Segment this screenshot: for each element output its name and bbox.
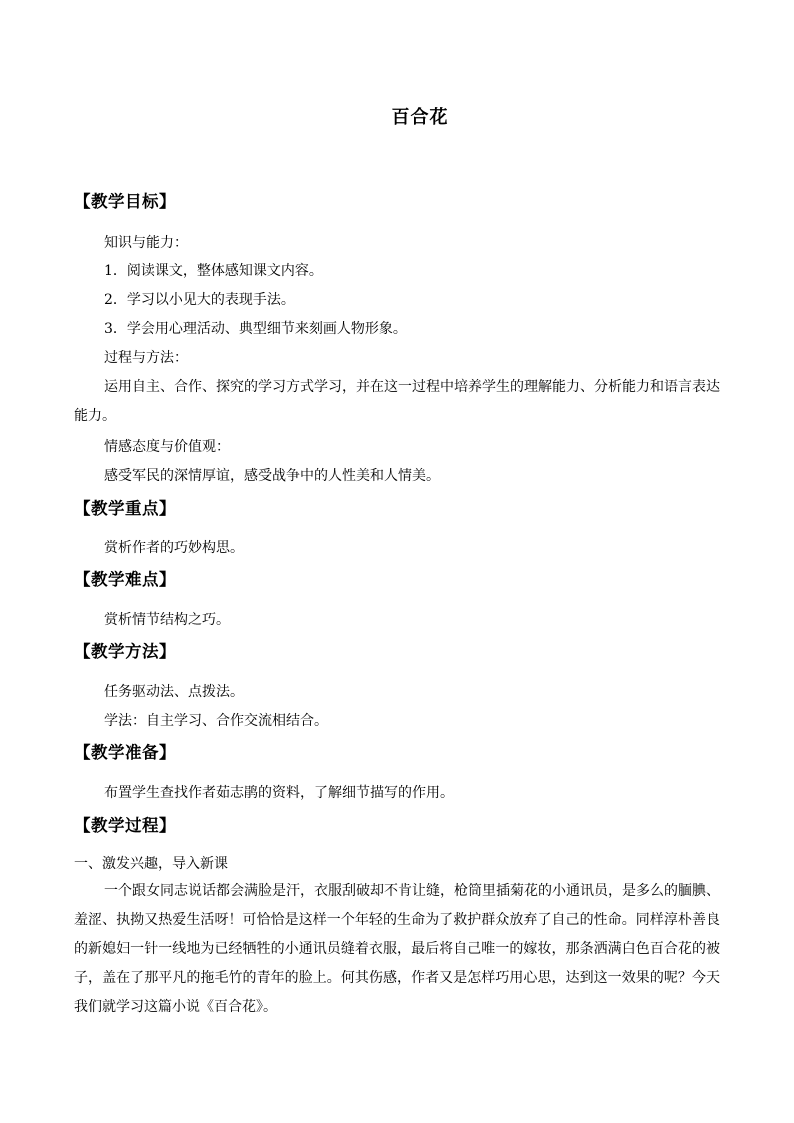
method-line-2: 学法：自主学习、合作交流相结合。: [104, 713, 328, 729]
goal-emotion-text: 感受军民的深情厚谊，感受战争中的人性美和人情美。: [104, 468, 440, 484]
document-title: 百合花: [391, 107, 449, 128]
heading-teaching-method: 【教学方法】: [74, 642, 176, 661]
heading-teaching-goals: 【教学目标】: [74, 192, 176, 211]
method-line-1: 任务驱动法、点拨法。: [104, 684, 244, 700]
goal-process-paragraph: 运用自主、合作、探究的学习方式学习，并在这一过程中培养学生的理解能力、分析能力和语言表达能力。: [74, 379, 720, 424]
heading-teaching-key: 【教学重点】: [74, 499, 176, 518]
process-subheading: 一、激发兴趣，导入新课: [74, 856, 228, 872]
goal-emotion-label: 情感态度与价值观：: [104, 439, 230, 455]
goal-line-1: 1．阅读课文，整体感知课文内容。: [104, 263, 323, 279]
goal-line-knowledge-label: 知识与能力：: [104, 235, 188, 251]
process-paragraph: 一个跟女同志说话都会满脸是汗，衣服刮破却不肯让缝，枪筒里插菊花的小通讯员，是多么的腼腆、羞涩、执拗又热爱生活呀！可恰恰是这样一个年轻的生命为了救护群众放弃了自己的性命。同样淳朴善良的新媳妇一针一线地为已经牺牲的小通讯员缝着衣服，最后将自己唯一的嫁妆，那条洒满白色百合花的被子，盖在了那平凡的拖毛竹的青年的脸上。何其伤感，作者又是怎样巧用心思，达到这一效果的呢？今天我们就学习这篇小说《百合花》。: [74, 883, 720, 1015]
key-text: 赏析作者的巧妙构思。: [104, 540, 244, 556]
difficulty-text: 赏析情节结构之巧。: [104, 612, 230, 628]
heading-teaching-difficulty: 【教学难点】: [74, 570, 176, 589]
goal-line-3: 3．学会用心理活动、典型细节来刻画人物形象。: [104, 321, 407, 337]
preparation-text: 布置学生查找作者茹志鹃的资料，了解细节描写的作用。: [104, 785, 454, 801]
goal-line-process-label: 过程与方法：: [104, 350, 188, 366]
heading-teaching-process: 【教学过程】: [74, 816, 176, 835]
heading-teaching-preparation: 【教学准备】: [74, 743, 176, 762]
goal-line-2: 2．学习以小见大的表现手法。: [104, 292, 295, 308]
